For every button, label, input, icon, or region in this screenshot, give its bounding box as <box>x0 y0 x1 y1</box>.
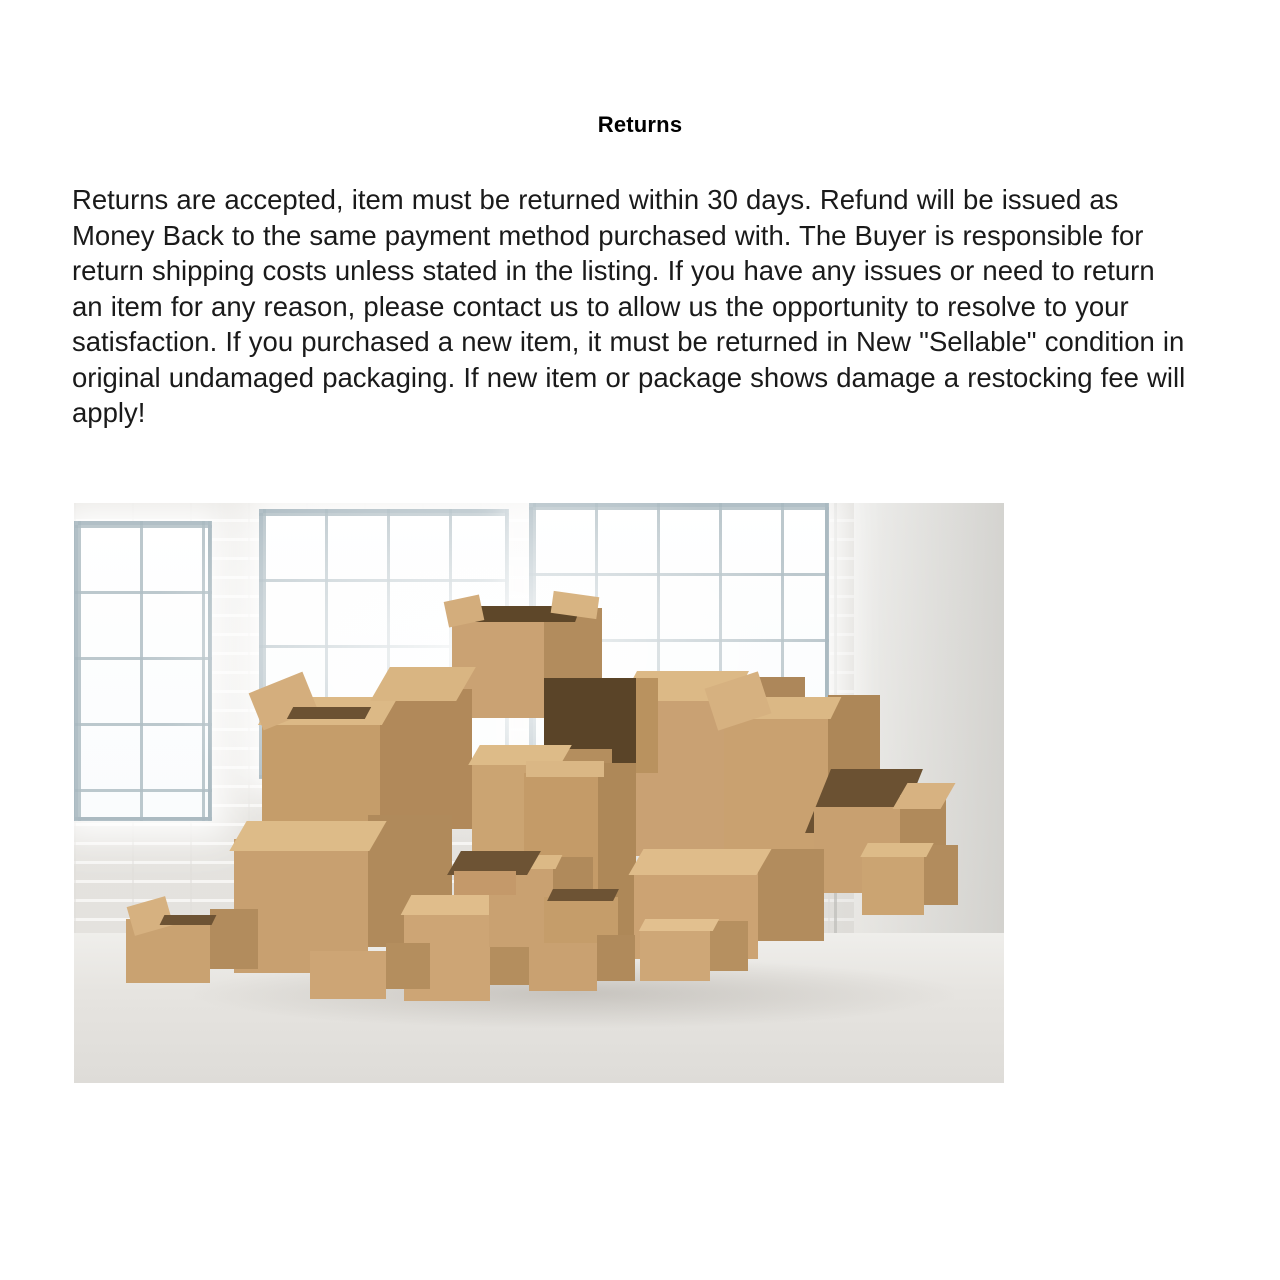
window-left <box>74 521 212 821</box>
box-front-small-c <box>310 943 430 999</box>
box-front-small-b <box>529 933 635 991</box>
box-flat-open-center <box>454 851 550 895</box>
box-front-small-a <box>640 919 748 981</box>
page-title: Returns <box>597 112 683 137</box>
returns-policy-text: Returns are accepted, item must be returned within 30 days. Refund will be issued as Money Back to the same payment method purchased with. The Buyer is responsible for return shipping costs unless stated in the listing. If you have any issues or need to return an item for any reason, please contact us to allow us the opportunity to resolve to your satisfaction. If you purchased a new item, it must be returned in New "Sellable" condition in original undamaged packaging. If new item or package shows damage a restocking fee will apply! <box>72 184 1186 428</box>
box-right-small <box>862 843 958 915</box>
box-left-flat-open <box>126 901 258 983</box>
boxes-photo <box>74 503 1004 1083</box>
photo-scene <box>74 503 1004 1083</box>
